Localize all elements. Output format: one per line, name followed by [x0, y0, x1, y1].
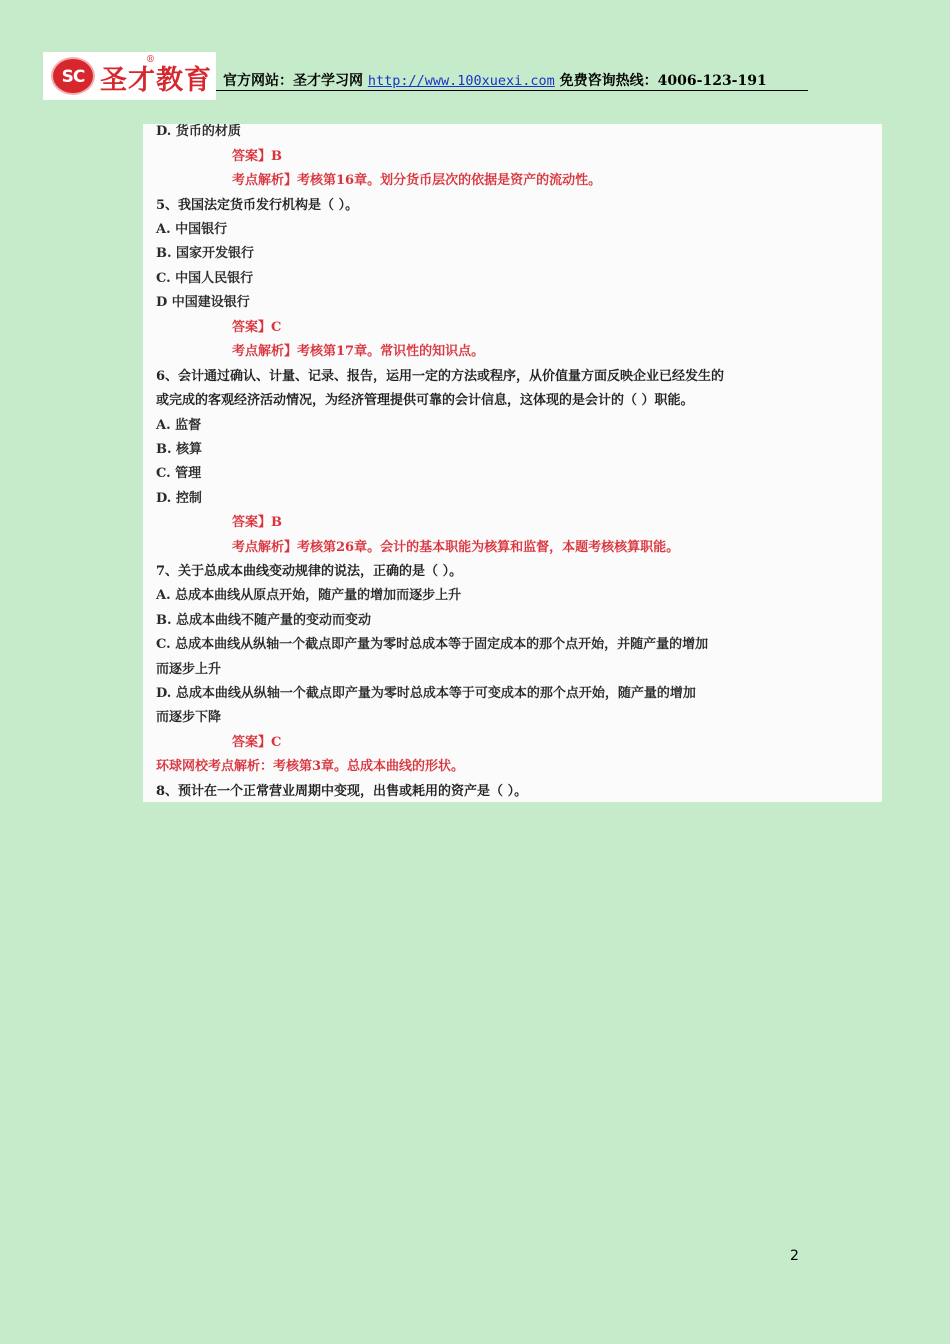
page-number: 2 [790, 1248, 799, 1264]
site-label: 官方网站：圣才学习网 [223, 73, 368, 89]
content-line: D. 货币的材质 [156, 124, 241, 139]
option-line: B. 总成本曲线不随产量的变动而变动 [156, 613, 372, 628]
logo-badge-text: SC [61, 67, 85, 87]
option-line: D. 控制 [156, 491, 202, 506]
option-line: D. 总成本曲线从纵轴一个截点即产量为零时总成本等于可变成本的那个点开始，随产量的增加 [156, 686, 696, 701]
logo-brand-name: 圣才教育 [100, 65, 212, 96]
option-line: A. 总成本曲线从原点开始，随产量的增加而逐步上升 [156, 588, 462, 603]
option-line: A. 中国银行 [156, 222, 228, 237]
analysis-line: 考点解析】考核第17章。常识性的知识点。 [232, 344, 485, 359]
page-header [43, 52, 808, 100]
header-contact-info [223, 70, 767, 90]
answer-line: 答案】C [232, 735, 282, 750]
logo-badge-icon [51, 57, 95, 95]
option-line: 而逐步上升 [156, 662, 222, 677]
answer-line: 答案】B [232, 515, 282, 530]
site-url-link[interactable]: http://www.100xuexi.com [367, 73, 555, 89]
answer-line: 答案】C [232, 320, 282, 335]
option-line: B. 国家开发银行 [156, 246, 255, 261]
header-divider [216, 90, 808, 91]
brand-logo [43, 52, 216, 100]
option-line: B. 核算 [156, 442, 203, 457]
answer-line: 答案】B [232, 149, 282, 164]
hotline-text: 免费咨询热线：4006-123-191 [554, 73, 767, 89]
question-line: 8、预计在一个正常营业周期中变现，出售或耗用的资产是（ ）。 [156, 784, 528, 799]
option-line: C. 中国人民银行 [156, 271, 254, 286]
question-line: 7、关于总成本曲线变动规律的说法，正确的是（ ）。 [156, 564, 463, 579]
option-line: D 中国建设银行 [156, 295, 250, 310]
registered-mark: ® [146, 55, 155, 65]
question-line: 6、会计通过确认、计量、记录、报告，运用一定的方法或程序，从价值量方面反映企业已经发生的 [156, 369, 725, 384]
analysis-line: 考点解析】考核第16章。划分货币层次的依据是资产的流动性。 [232, 173, 602, 188]
option-line: C. 总成本曲线从纵轴一个截点即产量为零时总成本等于固定成本的那个点开始，并随产量的增加 [156, 637, 709, 652]
question-line: 5、我国法定货币发行机构是（ ）。 [156, 198, 359, 213]
analysis-line: 考点解析】考核第26章。会计的基本职能为核算和监督，本题考核核算职能。 [232, 540, 680, 555]
analysis-line: 环球网校考点解析：考核第3章。总成本曲线的形状。 [156, 759, 465, 774]
option-line: 而逐步下降 [156, 710, 222, 725]
option-line: C. 管理 [156, 466, 202, 481]
question-line: 或完成的客观经济活动情况，为经济管理提供可靠的会计信息，这体现的是会计的（ ）职能。 [156, 393, 694, 408]
option-line: A. 监督 [156, 418, 202, 433]
scanned-exam-image [143, 124, 882, 802]
